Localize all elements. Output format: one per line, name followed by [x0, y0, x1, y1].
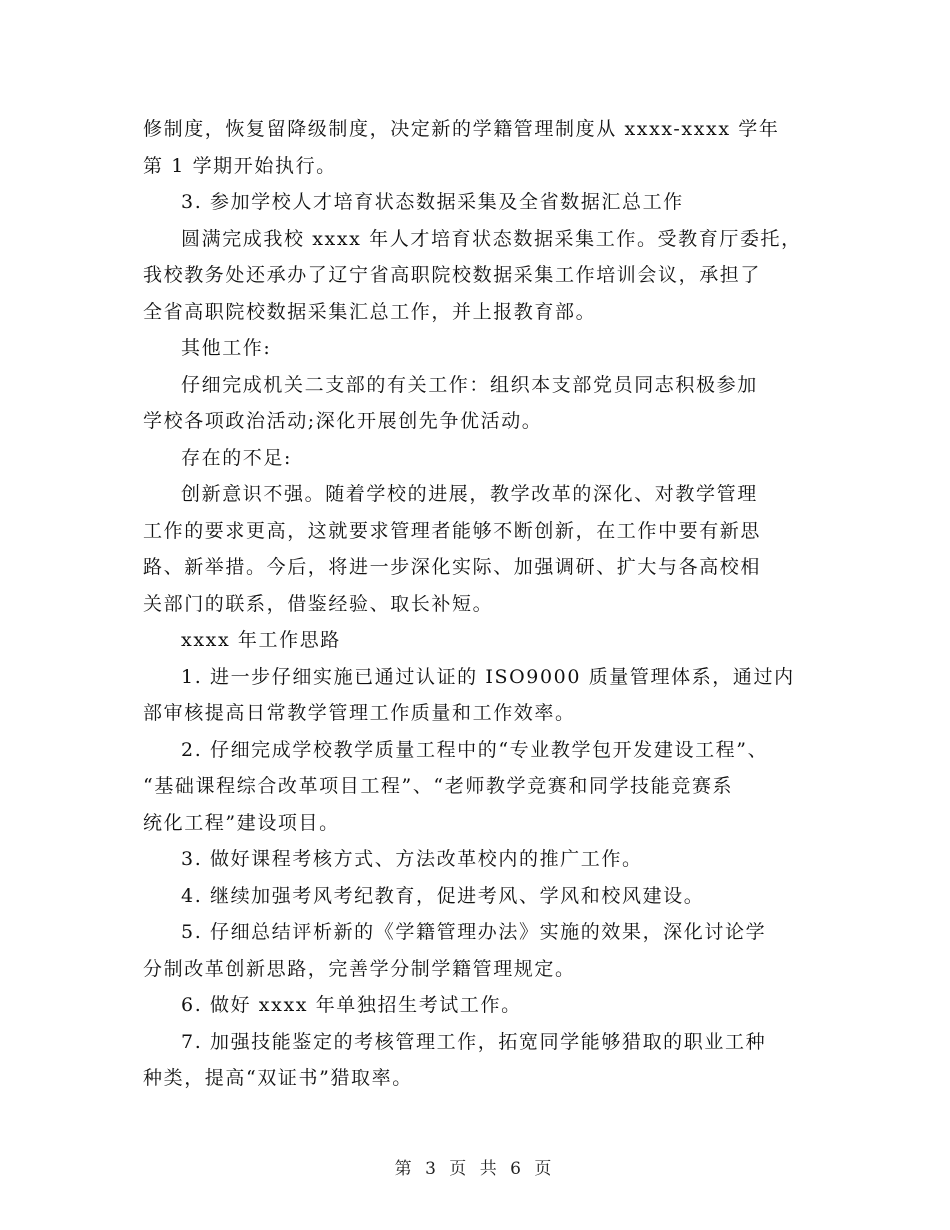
section-heading: xxxx 年工作思路 [181, 629, 341, 651]
text-line: “基础课程综合改革项目工程”、“老师教学竞赛和同学技能竞赛系 [143, 775, 734, 797]
text-line: 工作的要求更高，这就要求管理者能够不断创新，在工作中要有新思 [143, 519, 762, 542]
document-body [143, 111, 823, 1097]
text-line: 创新意识不强。随着学校的进展，教学改革的深化、对教学管理 [181, 483, 758, 505]
list-item: 2. 仔细完成学校教学质量工程中的“专业教学包开发建设工程”、 [181, 738, 769, 761]
section-heading: 存在的不足: [181, 446, 293, 469]
list-item: 1. 进一步仔细实施已通过认证的 ISO9000 质量管理体系，通过内 [181, 665, 795, 688]
text-line: 关部门的联系，借鉴经验、取长补短。 [143, 592, 494, 615]
list-item: 6. 做好 xxxx 年单独招生考试工作。 [181, 994, 522, 1016]
text-line: 我校教务处还承办了辽宁省高职院校数据采集工作培训会议，承担了 [143, 264, 762, 286]
text-line: 路、新举措。今后，将进一步深化实际、加强调研、扩大与各高校相 [143, 556, 762, 578]
list-item: 4. 继续加强考风考纪教育，促进考风、学风和校风建设。 [181, 884, 705, 907]
list-item: 7. 加强技能鉴定的考核管理工作，拓宽同学能够猎取的职业工种 [181, 1030, 767, 1053]
page-footer: 第 3 页 共 6 页 [394, 1159, 556, 1179]
text-line: 修制度，恢复留降级制度，决定新的学籍管理制度从 xxxx-xxxx 学年 [143, 118, 780, 140]
text-line: 分制改革创新思路，完善学分制学籍管理规定。 [143, 957, 576, 980]
text-line: 全省高职院校数据采集汇总工作，并上报教育部。 [143, 300, 597, 323]
text-line: 种类，提高“双证书”猎取率。 [143, 1067, 413, 1089]
text-line: 圆满完成我校 xxxx 年人才培育状态数据采集工作。受教育厅委托， [181, 227, 802, 250]
list-item: 5. 仔细总结评析新的《学籍管理办法》实施的效果，深化讨论学 [181, 921, 767, 943]
text-line: 第 1 学期开始执行。 [143, 154, 337, 177]
list-item: 3. 做好课程考核方式、方法改革校内的推广工作。 [181, 848, 643, 870]
text-line: 仔细完成机关二支部的有关工作：组织本支部党员同志积极参加 [181, 373, 758, 396]
text-line: 统化工程”建设项目。 [143, 811, 340, 834]
section-heading: 其他工作: [181, 337, 272, 359]
text-line: 学校各项政治活动;深化开展创先争优活动。 [143, 410, 543, 432]
text-line: 部审核提高日常教学管理工作质量和工作效率。 [143, 702, 576, 724]
section-heading: 3. 参加学校人才培育状态数据采集及全省数据汇总工作 [181, 191, 684, 213]
